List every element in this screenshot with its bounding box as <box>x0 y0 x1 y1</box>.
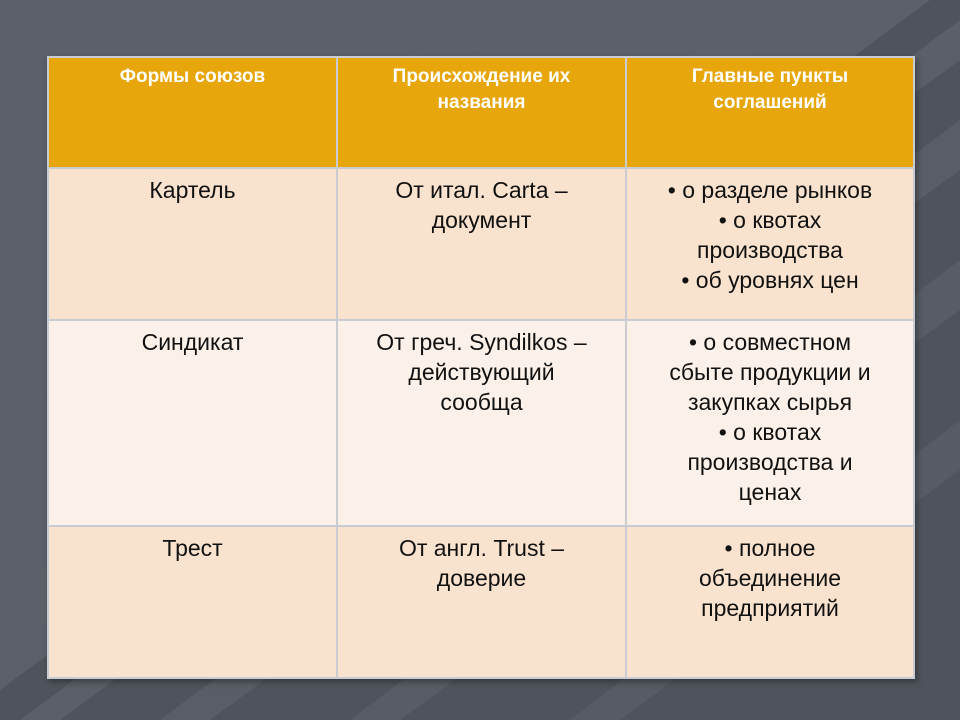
cell-points <box>626 320 914 526</box>
cell-text: • о квотах <box>718 207 822 233</box>
header-forms-line: Формы союзов <box>119 66 266 87</box>
cell-text: • полное <box>724 535 816 561</box>
cell-points <box>626 168 914 320</box>
header-points-line: Главные пункты <box>691 66 849 87</box>
cell-text: Синдикат <box>141 329 244 355</box>
header-origin-line: названия <box>437 92 526 113</box>
header-origin <box>337 57 626 168</box>
header-origin-line: Происхождение их <box>392 66 571 87</box>
cell-origin <box>337 526 626 678</box>
header-points-line: соглашений <box>713 92 827 113</box>
cell-text: сообща <box>440 389 523 415</box>
header-points <box>626 57 914 168</box>
cell-text: предприятий <box>701 595 839 621</box>
cell-form <box>48 526 337 678</box>
cell-text: • о разделе рынков <box>667 177 873 203</box>
cell-origin <box>337 168 626 320</box>
table-row <box>48 168 914 320</box>
cell-text: ценах <box>738 479 802 505</box>
table-row <box>48 526 914 678</box>
cell-text: закупках сырья <box>687 389 853 415</box>
table-row <box>48 320 914 526</box>
cell-text: доверие <box>436 565 527 591</box>
header-forms <box>48 57 337 168</box>
cell-form <box>48 168 337 320</box>
cell-text: производства и <box>687 449 853 475</box>
cell-text: документ <box>431 207 532 233</box>
cell-text: От итал. Carta – <box>395 177 568 203</box>
cell-text: производства <box>697 237 843 263</box>
cell-text: объединение <box>699 565 841 591</box>
union-forms-table <box>47 56 915 679</box>
cell-text: Картель <box>149 177 236 203</box>
cell-text: От англ. Trust – <box>398 535 565 561</box>
cell-text: действующий <box>408 359 555 385</box>
cell-text: Трест <box>162 535 223 561</box>
cell-text: • о совместном <box>688 329 852 355</box>
cell-text: • о квотах <box>718 419 822 445</box>
cell-origin <box>337 320 626 526</box>
cell-points <box>626 526 914 678</box>
cell-form <box>48 320 337 526</box>
cell-text: • об уровнях цен <box>681 267 859 293</box>
header-row <box>48 57 914 168</box>
cell-text: сбыте продукции и <box>669 359 871 385</box>
cell-text: От греч. Syndilkos – <box>376 329 587 355</box>
